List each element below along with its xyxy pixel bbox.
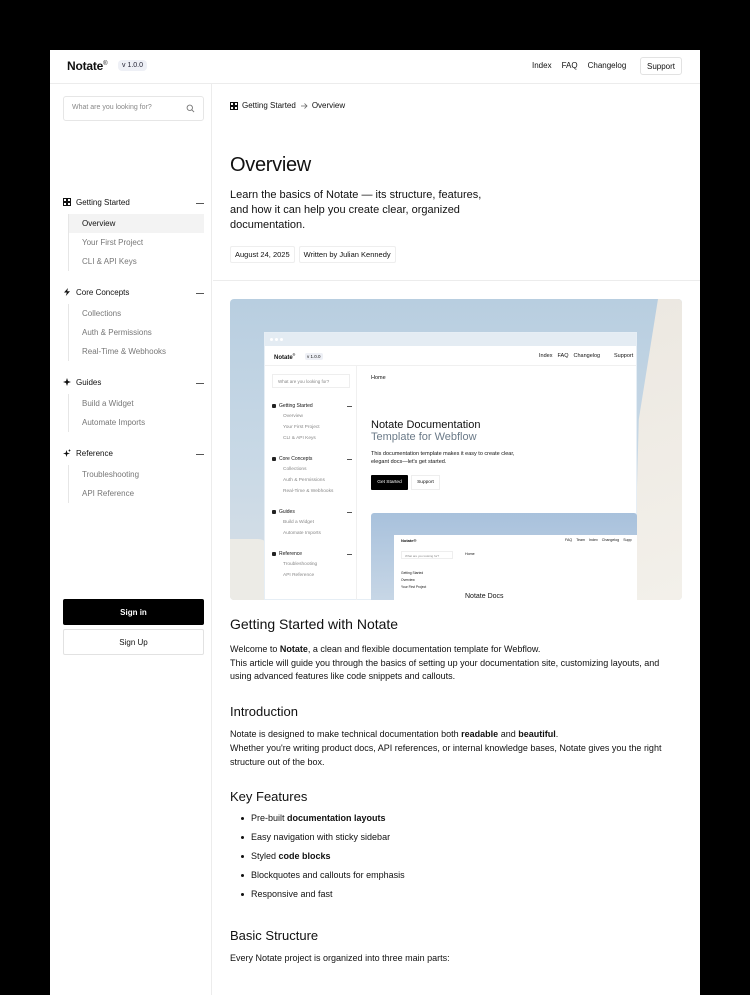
heading-introduction: Introduction	[230, 704, 298, 720]
sidebar-item-api-reference[interactable]: API Reference	[82, 489, 135, 498]
sidebar-item-troubleshooting[interactable]: Troubleshooting	[82, 470, 140, 479]
list-item: Styled code blocks	[230, 851, 680, 870]
list-item: Responsive and fast	[230, 889, 680, 908]
grid-icon	[230, 102, 238, 110]
preview-section: Guides Build a Widget Automate Imports	[272, 508, 352, 540]
section-header[interactable]	[63, 376, 204, 390]
search-placeholder: What are you looking for?	[72, 104, 152, 111]
sidebar-section-guides	[63, 376, 204, 432]
collapse-icon[interactable]	[196, 383, 204, 384]
main-content	[213, 84, 700, 995]
brand-logo[interactable]: Notate®	[67, 59, 108, 73]
lightning-icon	[63, 288, 71, 296]
section-header[interactable]	[63, 196, 204, 210]
preview-subheading: Template for Webflow	[371, 431, 477, 443]
heading-basic-structure: Basic Structure	[230, 928, 319, 944]
preview-sidebar	[265, 366, 357, 600]
search-input[interactable]	[63, 96, 204, 121]
breadcrumb	[230, 101, 345, 110]
top-bar	[50, 50, 700, 84]
list-item: Pre-built documentation layouts	[230, 813, 680, 832]
structure-paragraph: Every Notate project is organized into three main parts:	[230, 953, 450, 964]
arrow-right-icon	[300, 102, 308, 110]
author-badge: Written by Julian Kennedy	[299, 246, 396, 263]
heading-getting-started: Getting Started with Notate	[230, 616, 399, 632]
search-icon	[186, 104, 195, 113]
preview-section: Getting Started Overview Your First Project CLI & API Keys	[272, 402, 352, 445]
preview-home: Home	[371, 375, 386, 381]
preview-heading: Notate Documentation	[371, 419, 481, 431]
sidebar-section-reference	[63, 447, 204, 503]
sparkle-icon	[63, 378, 71, 386]
nav-index[interactable]: Index	[532, 61, 552, 70]
sidebar-item-cli-api-keys[interactable]: CLI & API Keys	[82, 257, 137, 266]
top-nav	[532, 61, 626, 70]
section-title: Guides	[76, 378, 102, 387]
section-header[interactable]	[63, 286, 204, 300]
sidebar-section-core-concepts	[63, 286, 204, 361]
section-header[interactable]	[63, 447, 204, 461]
sidebar-section-getting-started	[63, 196, 204, 271]
sparkles-icon	[63, 449, 71, 457]
sign-in-button[interactable]: Sign in	[63, 599, 204, 625]
preview-version: v 1.0.0	[307, 354, 321, 359]
nested-preview: Notate® FAQ Team Index Changelog Supp What are you looking for? Home Getting Started Overview Your First Project Notate Docs	[371, 513, 637, 600]
grid-icon	[63, 198, 71, 206]
list-item: Blockquotes and callouts for emphasis	[230, 870, 680, 889]
preview-support: Support	[614, 353, 634, 359]
intro-paragraph: Notate is designed to make technical documentation both readable and beautiful. Whether you're writing product docs, API references, or internal knowledge bases, Notate gives you the right structure out of the box.	[230, 729, 662, 767]
section-title: Getting Started	[76, 198, 130, 207]
sidebar-item-first-project[interactable]: Your First Project	[82, 238, 144, 247]
article-body	[230, 616, 680, 966]
sidebar	[50, 84, 212, 995]
preview-nav: Index FAQ Changelog	[539, 353, 601, 359]
breadcrumb-current: Overview	[311, 101, 346, 110]
welcome-paragraph: Welcome to Notate, a clean and flexible documentation template for Webflow. This article will guide you through the basics of setting up your documentation site, customizing layouts, and using advanced features like code snippets and callouts.	[230, 644, 660, 682]
hero-preview-image	[230, 299, 682, 600]
section-title: Core Concepts	[76, 288, 130, 297]
date-badge: August 24, 2025	[230, 246, 295, 263]
breadcrumb-parent[interactable]: Getting Started	[242, 101, 296, 110]
divider	[213, 280, 700, 281]
page-meta	[230, 246, 396, 263]
preview-section: Core Concepts Collections Auth & Permissions Real-Time & Webhooks	[272, 455, 352, 498]
sign-up-button[interactable]: Sign Up	[63, 629, 204, 655]
window-chrome	[265, 333, 636, 346]
list-item: Easy navigation with sticky sidebar	[230, 832, 680, 851]
section-title: Reference	[76, 449, 113, 458]
app-window	[50, 50, 700, 995]
collapse-icon[interactable]	[196, 454, 204, 455]
version-badge: v 1.0.0	[118, 60, 147, 71]
page-title: Overview	[230, 154, 311, 176]
nav-changelog[interactable]: Changelog	[587, 61, 627, 70]
preview-section: Reference Troubleshooting API Reference	[272, 550, 352, 582]
preview-support-button: Support	[411, 475, 440, 490]
sidebar-item-automate-imports[interactable]: Automate Imports	[82, 418, 146, 427]
preview-content	[371, 366, 631, 600]
preview-description: This documentation template makes it easy to create clear, elegant docs—let's get started.	[371, 451, 515, 465]
preview-brand: Notate®	[274, 353, 296, 361]
sidebar-item-realtime-webhooks[interactable]: Real-Time & Webhooks	[82, 347, 167, 356]
sidebar-item-collections[interactable]: Collections	[82, 309, 122, 318]
preview-header	[265, 346, 636, 366]
preview-search: What are you looking for?	[272, 374, 350, 388]
features-list	[230, 813, 680, 908]
nav-faq[interactable]: FAQ	[561, 61, 578, 70]
stone-decoration	[634, 299, 682, 600]
collapse-icon[interactable]	[196, 293, 204, 294]
heading-key-features: Key Features	[230, 789, 308, 805]
sidebar-item-overview[interactable]: Overview	[69, 214, 204, 233]
collapse-icon[interactable]	[196, 203, 204, 204]
sidebar-item-build-widget[interactable]: Build a Widget	[82, 399, 134, 408]
sidebar-item-auth-permissions[interactable]: Auth & Permissions	[82, 328, 152, 337]
support-button[interactable]: Support	[640, 57, 682, 75]
preview-get-started-button: Get Started	[371, 475, 408, 490]
preview-window	[264, 332, 637, 600]
page-lead: Learn the basics of Notate — its structure, features, and how it can help you create clear, organized documentation.	[230, 189, 482, 231]
